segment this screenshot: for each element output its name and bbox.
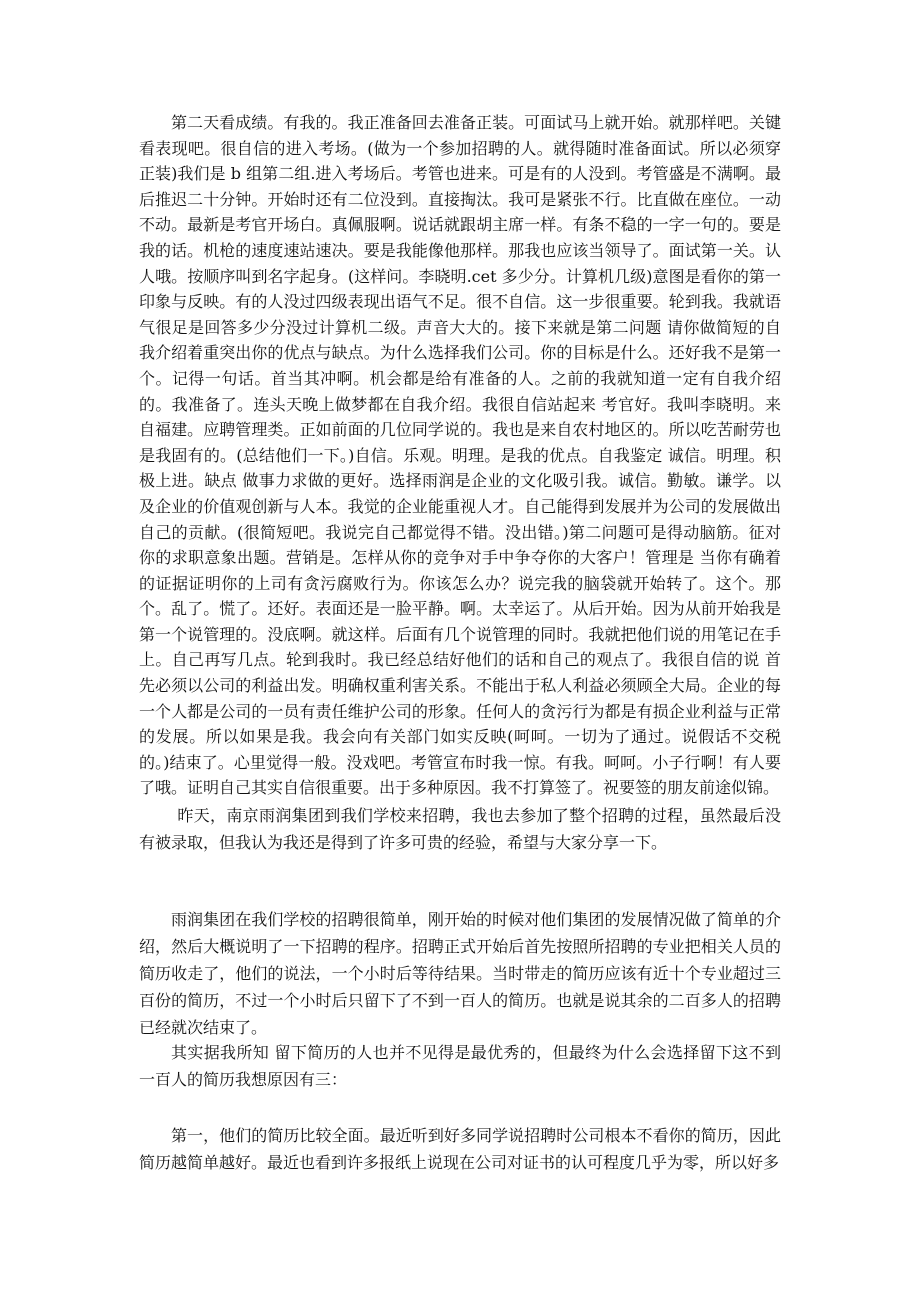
paragraph-interview-experience: 第二天看成绩。有我的。我正准备回去准备正装。可面试马上就开始。就那样吧。关键看表现吧。很自信的进入考场。(做为一个参加招聘的人。就得随时准备面试。所以必须穿正装)我们是 b 组第二组.进入考场后。考管也进来。可是有的人没到。考管盛是不满啊。最后推迟二十分钟。开始时还有二位没到。直接掏汰。我可是紧张不行。比直做在座位。一动不动。最新是考官开场白。真佩服啊。说话就跟胡主席一样。有条不稳的一字一句的。要是我的话。机枪的速度速站速决。要是我能像他那样。那我也应该当领导了。面试第一关。认人哦。按顺序叫到名字起身。(这样问。李晓明.cet 多少分。计算机几级)意图是看你的第一印象与反映。有的人没过四级表现出语气不足。很不自信。这一步很重要。轮到我。我就语气很足是回答多少分没过计算机二级。声音大大的。接下来就是第二问题 请你做简短的自我介绍着重突出你的优点与缺点。为什么选择我们公司。你的目标是什么。还好我不是第一个。记得一句话。首当其冲啊。机会都是给有准备的人。之前的我就知道一定有自我介绍的。我准备了。连头天晚上做梦都在自我介绍。我很自信站起来 考官好。我叫李晓明。来自福建。应聘管理类。正如前面的几位同学说的。我也是来自农村地区的。所以吃苦耐劳也是我固有的。(总结他们一下。)自信。乐观。明理。是我的优点。自我鉴定 诚信。明理。积极上进。缺点 做事力求做的更好。选择雨润是企业的文化吸引我。诚信。勤敏。谦学。以及企业的价值观创新与人本。我觉的企业能重视人才。自己能得到发展并为公司的发展做出自己的贡献。(很简短吧。我说完自己都觉得不错。没出错。)第二问题可是得动脑筋。征对你的求职意象出题。营销是。怎样从你的竞争对手中争夺你的大客户！管理是 当你有确着的证据证明你的上司有贪污腐败行为。你该怎么办？说完我的脑袋就开始转了。这个。那个。乱了。慌了。还好。表面还是一脸平静。啊。太幸运了。从后开始。因为从前开始我是第一个说管理的。没底啊。就这样。后面有几个说管理的同时。我就把他们说的用笔记在手上。自己再写几点。轮到我时。我已经总结好他们的话和自己的观点了。我很自信的说 首先必须以公司的利益出发。明确权重利害关系。不能出于私人利益必须顾全大局。企业的每一个人都是公司的一员有责任维护公司的形象。任何人的贪污行为都是有损企业利益与正常的发展。所以如果是我。我会向有关部门如实反映(呵呵。一切为了通过。说假话不交税的。)结束了。心里觉得一般。没戏吧。考管宣布时我一惊。有我。呵呵。小子行啊！有人要了哦。证明自己其实自信很重要。出于多种原因。我不打算签了。祝要签的朋友前途似锦。 (139, 113, 781, 798)
paragraph-recruitment-process: 雨润集团在我们学校的招聘很简单，刚开始的时候对他们集团的发展情况做了简单的介绍，然后大概说明了一下招聘的程序。招聘正式开始后首先按照所招聘的专业把相关人员的简历收走了，他们的说法，一个小时后等待结果。当时带走的简历应该有近十个专业超过三百份的简历，不过一个小时后只留下了不到一百人的简历。也就是说其余的二百多人的招聘已经就次结束了。 (139, 910, 781, 1037)
paragraph-reason-one: 第一，他们的简历比较全面。最近听到好多同学说招聘时公司根本不看你的简历，因此简历越简单越好。最近也看到许多报纸上说现在公司对证书的认可程度几乎为零，所以好多 (139, 1126, 781, 1172)
paragraph-resume-reasons: 其实据我所知 留下简历的人也并不见得是最优秀的，但最终为什么会选择留下这不到一百人的简历我想原因有三： (139, 1043, 781, 1089)
paragraph-recruitment-intro: 昨天，南京雨润集团到我们学校来招聘，我也去参加了整个招聘的过程，虽然最后没有被录取，但我认为我还是得到了许多可贵的经验，希望与大家分享一下。 (139, 806, 781, 852)
